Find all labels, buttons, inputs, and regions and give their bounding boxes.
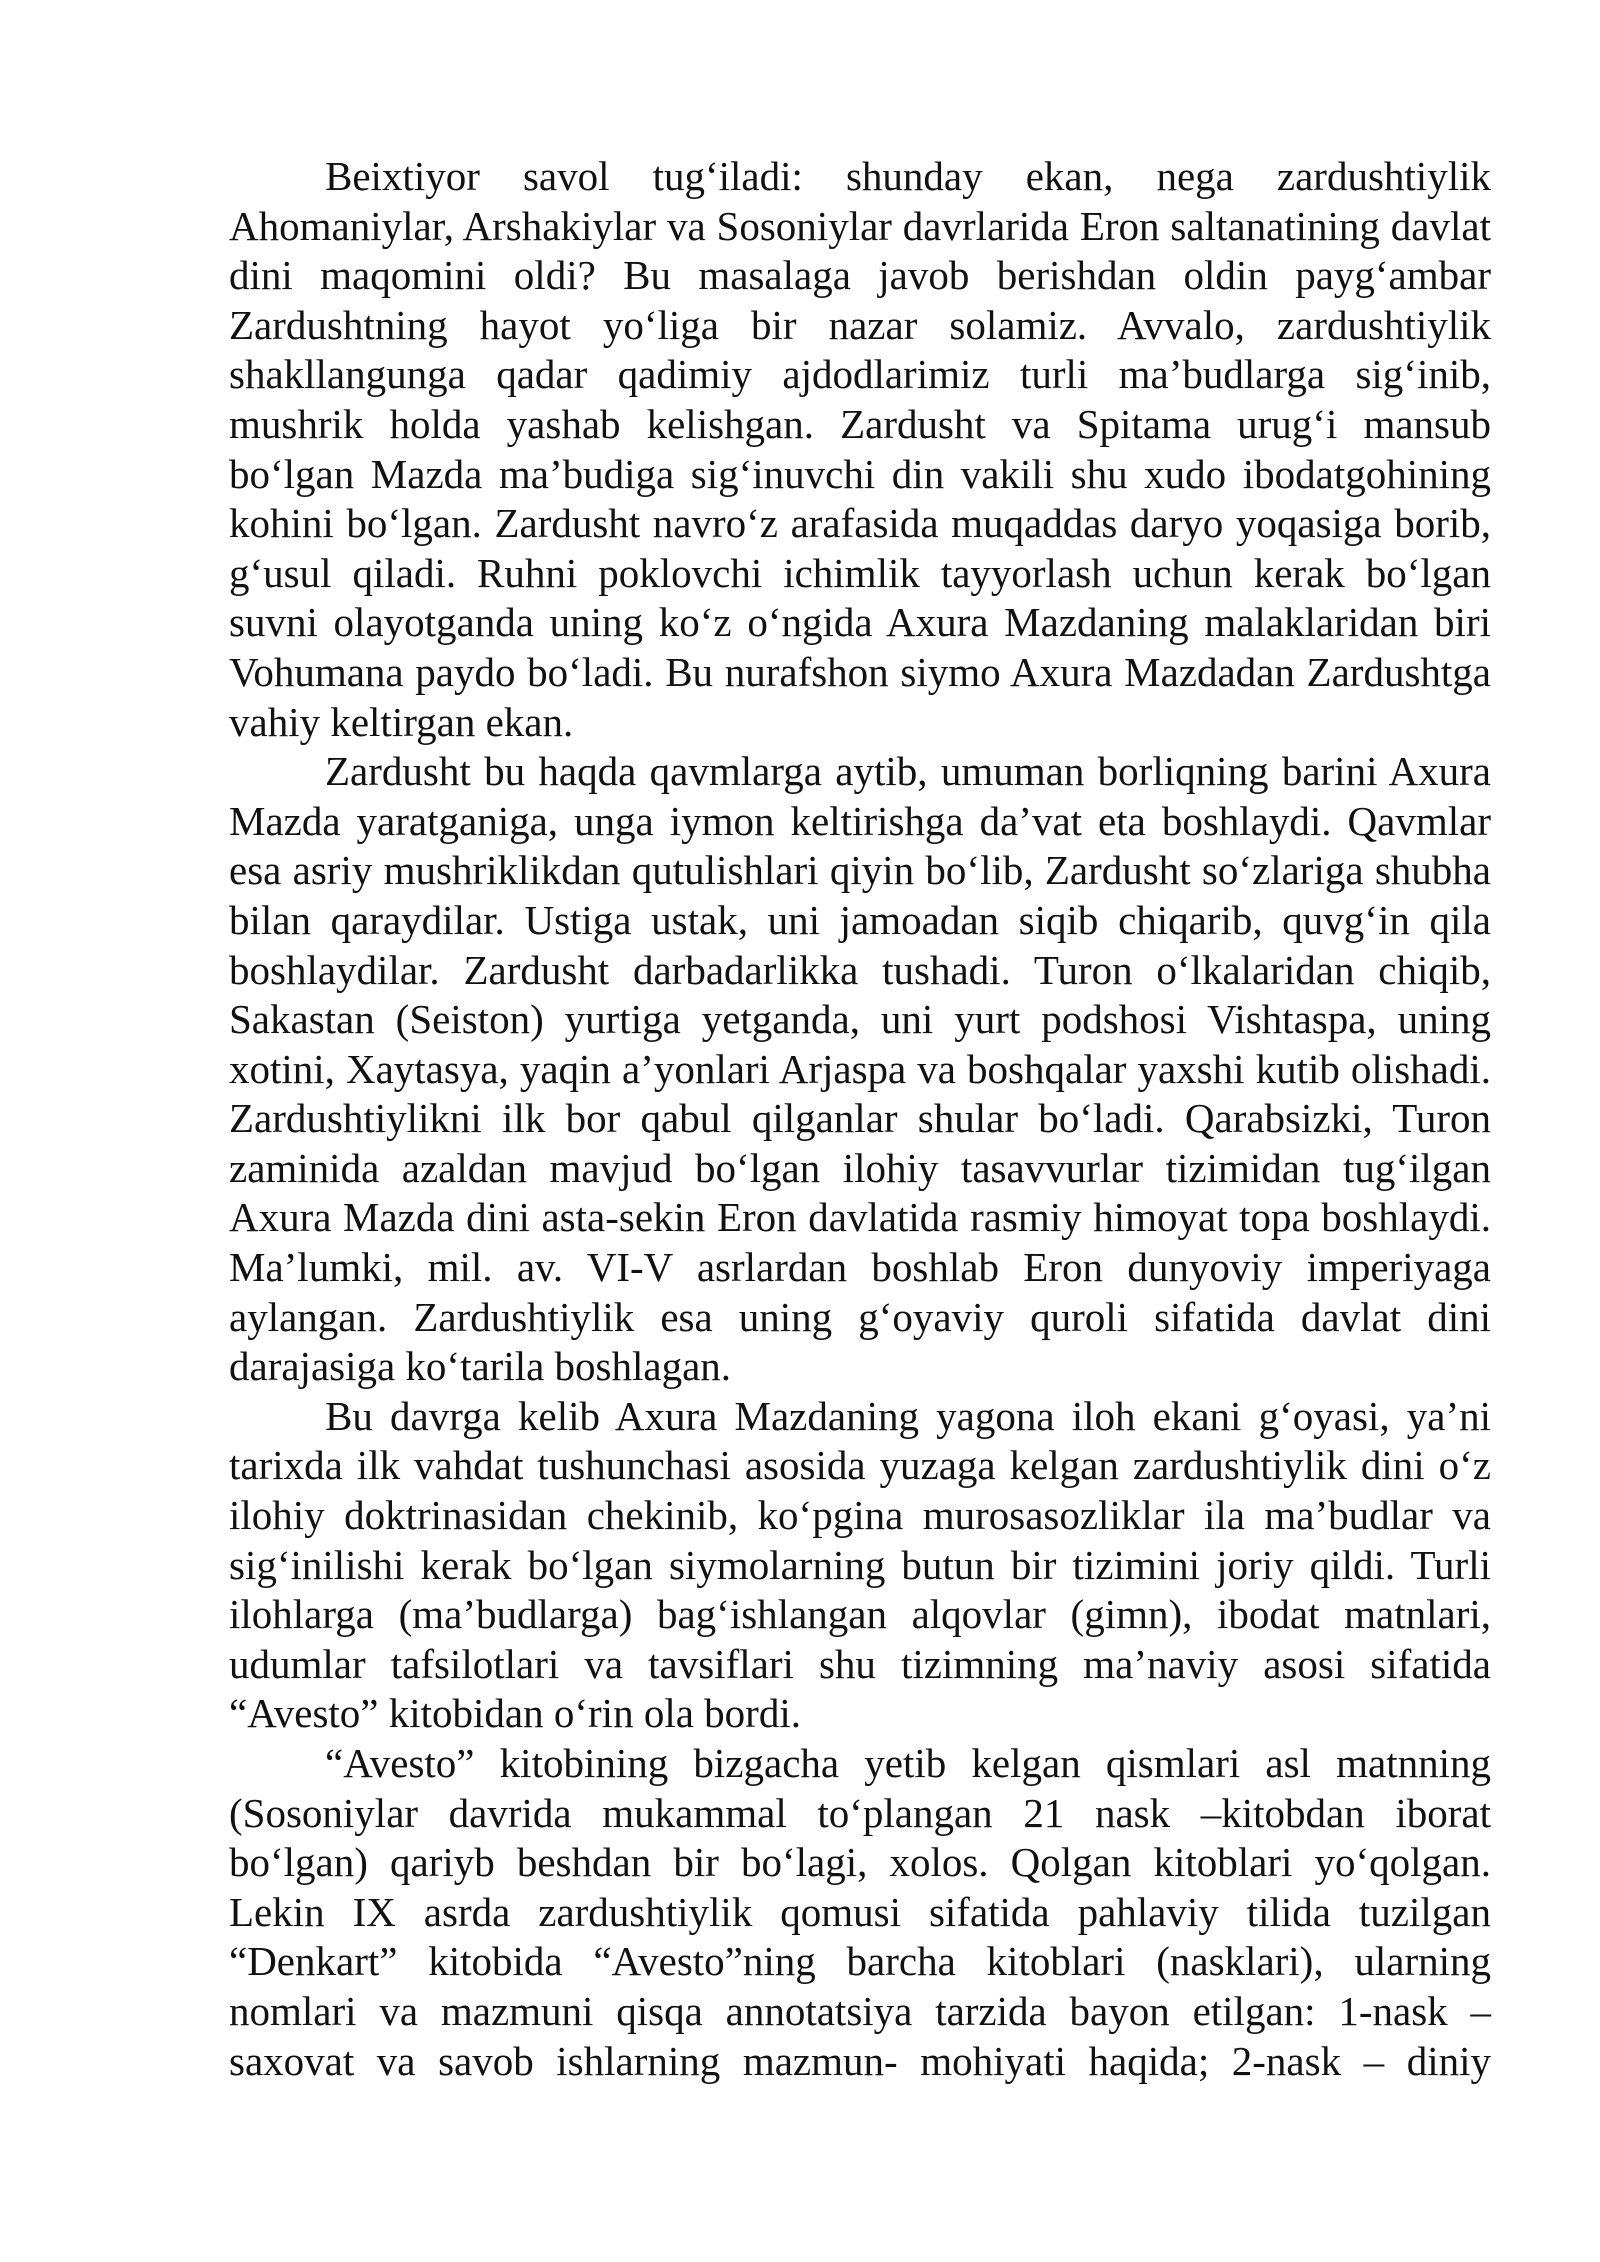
document-page — [229, 152, 1491, 2086]
paragraph-4: “Avesto” kitobining bizgacha yetib kelgan qismlari asl matnning (Sosoniylar davrida mukammal to‘plangan 21 nask –kitobdan iborat bo‘lgan) qariyb beshdan bir bo‘lagi, xolos. Qolgan kitoblari yo‘qolgan. Lekin IX asrda zardushtiylik qomusi sifatida pahlaviy tilida tuzilgan “Denkart” kitobida “Avesto”ning barcha kitoblari (nasklari), ularning nomlari va mazmuni qisqa annotatsiya tarzida bayon etilgan: 1-nask – saxovat va savob ishlarning mazmun- mohiyati haqida; 2-nask – diniy — [229, 1740, 1491, 2084]
paragraph-3: Bu davrga kelib Axura Mazdaning yagona iloh ekani g‘oyasi, ya’ni tarixda ilk vahdat tushunchasi asosida yuzaga kelgan zardushtiylik dini o‘z ilohiy doktrinasidan chekinib, ko‘pgina murosasozliklar ila ma’budlar va sig‘inilishi kerak bo‘lgan siymolarning butun bir tizimini joriy qildi. Turli ilohlarga (ma’budlarga) bag‘ishlangan alqovlar (gimn), ibodat matnlari, udumlar tafsilotlari va tavsiflari shu tizimning ma’naviy asosi sifatida “Avesto” kitobidan o‘rin ola bordi. — [229, 1392, 1491, 1737]
paragraph-1: Beixtiyor savol tug‘iladi: shunday ekan, nega zardushtiylik Ahomaniylar, Arshakiylar va Sosoniylar davrlarida Eron saltanatining davlat dini maqomini oldi? Bu masalaga javob berishdan oldin payg‘ambar Zardushtning hayot yo‘liga bir nazar solamiz. Avvalo, zardushtiylik shakllangunga qadar qadimiy ajdodlarimiz turli ma’budlarga sig‘inib, mushrik holda yashab kelishgan. Zardusht va Spitama urug‘i mansub bo‘lgan Mazda ma’budiga sig‘inuvchi din vakili shu xudo ibodatgohining kohini bo‘lgan. Zardusht navro‘z arafasida muqaddas daryo yoqasiga borib, g‘usul qiladi. Ruhni poklovchi ichimlik tayyorlash uchun kerak bo‘lgan suvni olayotganda uning ko‘z o‘ngida Axura Mazdaning malaklaridan biri Vohumana paydo bo‘ladi. Bu nurafshon siymo Axura Mazdadan Zardushtga vahiy keltirgan ekan. — [229, 153, 1491, 745]
paragraph-2: Zardusht bu haqda qavmlarga aytib, umuman borliqning barini Axura Mazda yaratganiga, unga iymon keltirishga da’vat eta boshlaydi. Qavmlar esa asriy mushriklikdan qutulishlari qiyin bo‘lib, Zardusht so‘zlariga shubha bilan qaraydilar. Ustiga ustak, uni jamoadan siqib chiqarib, quvg‘in qila boshlaydilar. Zardusht darbadarlikka tushadi. Turon o‘lkalaridan chiqib, Sakastan (Seiston) yurtiga yetganda, uni yurt podshosi Vishtaspa, uning xotini, Xaytasya, yaqin a’yonlari Arjaspa va boshqalar yaxshi kutib olishadi. Zardushtiylikni ilk bor qabul qilganlar shular bo‘ladi. Qarabsizki, Turon zaminida azaldan mavjud bo‘lgan ilohiy tasavvurlar tizimidan tug‘ilgan Axura Mazda dini asta-sekin Eron davlatida rasmiy himoyat topa boshlaydi. Ma’lumki, mil. av. VI-V asrlardan boshlab Eron dunyoviy imperiyaga aylangan. Zardushtiylik esa uning g‘oyaviy quroli sifatida davlat dini darajasiga ko‘tarila boshlagan. — [229, 748, 1491, 1390]
